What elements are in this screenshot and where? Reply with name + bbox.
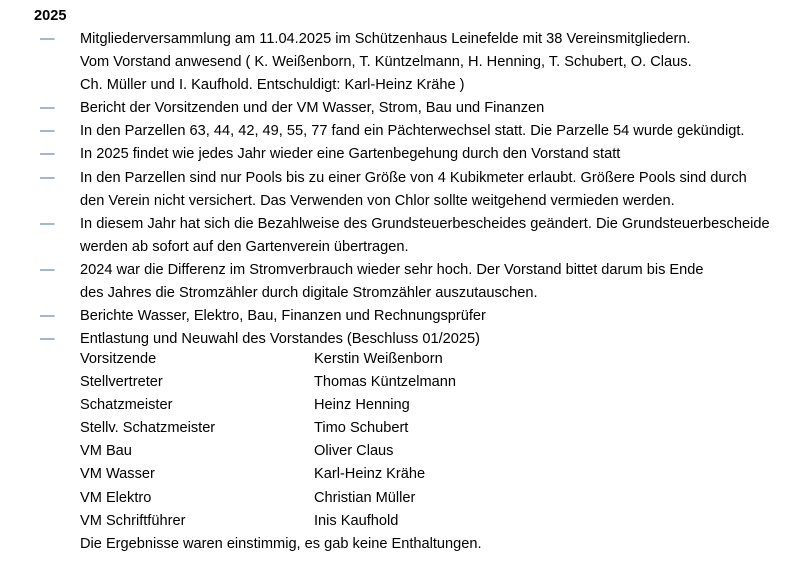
list-item (0, 259, 809, 305)
list-item (0, 120, 809, 143)
item-text-line: Vom Vorstand anwesend ( K. Weißenborn, T. Küntzelmann, H. Henning, T. Schubert, O. Claus. (80, 54, 692, 71)
board-row (80, 487, 780, 510)
board-member-name: Christian Müller (314, 489, 416, 506)
board-member-name: Timo Schubert (314, 420, 409, 437)
bullet-dash: — (40, 331, 55, 348)
bullet-dash: — (40, 31, 55, 47)
bullet-dash: — (40, 123, 55, 140)
board-row (80, 371, 780, 394)
board-member-name: Karl-Heinz Krähe (314, 466, 426, 483)
board-member-name: Kerstin Weißenborn (314, 351, 443, 367)
board-row (80, 463, 780, 486)
list-item (0, 28, 809, 97)
item-text-line: In 2025 findet wie jedes Jahr wieder eine Gartenbegehung durch den Vorstand statt (80, 146, 621, 163)
bullet-dash: — (40, 169, 55, 186)
board-role: VM Schriftführer (80, 512, 186, 529)
board-row (80, 348, 780, 371)
item-text-line: In den Parzellen sind nur Pools bis zu einer Größe von 4 Kubikmeter erlaubt. Größere Pools sind durch (80, 169, 747, 186)
board-member-name: Oliver Claus (314, 443, 394, 460)
list-item (0, 97, 809, 120)
board-role: VM Wasser (80, 466, 155, 483)
bullet-dash: — (40, 100, 55, 117)
closing-statement: Die Ergebnisse waren einstimmig, es gab keine Enthaltungen. (80, 536, 482, 552)
board-role: VM Bau (80, 443, 132, 460)
item-text-line: werden ab sofort auf den Gartenverein übertragen. (80, 238, 409, 255)
item-text-line: Bericht der Vorsitzenden und der VM Wasser, Strom, Bau und Finanzen (80, 100, 545, 117)
item-text-line: Mitgliederversammlung am 11.04.2025 im Schützenhaus Leinefelde mit 38 Vereinsmitgliedern. (80, 31, 691, 47)
board-row (80, 440, 780, 463)
list-item (0, 167, 809, 213)
item-text-line: Entlastung und Neuwahl des Vorstandes (Beschluss 01/2025) (80, 331, 480, 348)
board-member-name: Thomas Küntzelmann (314, 374, 456, 391)
board-election-table (80, 348, 780, 533)
bullet-dash: — (40, 308, 55, 325)
item-text-line: 2024 war die Differenz im Stromverbrauch wieder sehr hoch. Der Vorstand bittet darum bis Ende (80, 261, 704, 278)
board-role: VM Elektro (80, 489, 152, 506)
item-text-line: In diesem Jahr hat sich die Bezahlweise des Grundsteuerbescheides geändert. Die Grundsteuerbescheide (80, 215, 770, 232)
board-role: Schatzmeister (80, 397, 173, 414)
item-text-line: Berichte Wasser, Elektro, Bau, Finanzen und Rechnungsprüfer (80, 308, 486, 325)
item-text-line: den Verein nicht versichert. Das Verwenden von Chlor sollte weitgehend vermieden werden. (80, 192, 675, 209)
board-member-name: Inis Kaufhold (314, 512, 399, 529)
list-item (0, 143, 809, 166)
board-member-name: Heinz Henning (314, 397, 410, 414)
list-item (0, 213, 809, 259)
board-row (80, 510, 780, 533)
board-role: Stellv. Schatzmeister (80, 420, 216, 437)
board-role: Stellvertreter (80, 374, 163, 391)
document-year-heading: 2025 (34, 8, 67, 24)
board-row (80, 394, 780, 417)
item-text-line: In den Parzellen 63, 44, 42, 49, 55, 77 fand ein Pächterwechsel statt. Die Parzelle 54 wurde gekündigt. (80, 123, 745, 140)
bullet-dash: — (40, 146, 55, 163)
bullet-dash: — (40, 261, 55, 278)
item-text-line: Ch. Müller und I. Kaufhold. Entschuldigt: Karl-Heinz Krähe ) (80, 77, 465, 94)
board-role: Vorsitzende (80, 351, 157, 367)
item-text-line: des Jahres die Stromzähler durch digitale Stromzähler auszutauschen. (80, 285, 538, 302)
board-row (80, 417, 780, 440)
bullet-dash: — (40, 215, 55, 232)
list-item (0, 305, 809, 328)
minutes-list (0, 28, 809, 351)
